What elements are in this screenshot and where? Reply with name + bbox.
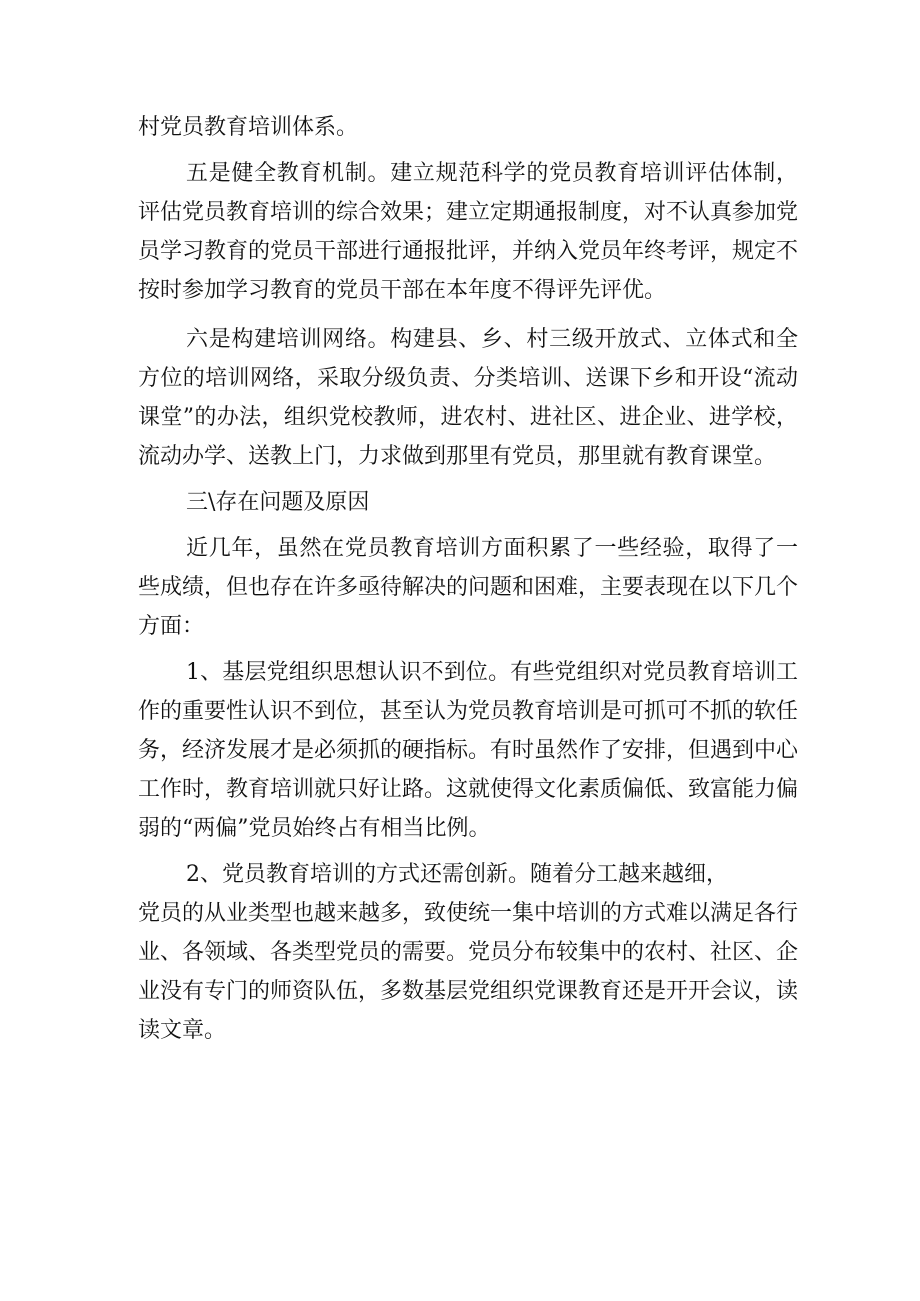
paragraph-point-2: 2、党员教育培训的方式还需创新。随着分工越来越细， <box>186 862 728 887</box>
paragraph-five-education-mechanism: 五是健全教育机制。建立规范科学的党员教育培训评估体制，评估党员教育培训的综合效果；建立定期通报制度，对不认真参加党员学习教育的党员干部进行通报批评，并纳入党员年终考评，规定不按时参加学习教育的党员干部在本年度不得评先评优。 <box>138 161 799 303</box>
paragraph-recent-years: 近几年，虽然在党员教育培训方面积累了一些经验，取得了一些成绩，但也存在许多亟待解决的问题和困难，主要表现在以下几个方面： <box>138 536 799 639</box>
paragraph-point-2-continued: 党员的从业类型也越来越多，致使统一集中培训的方式难以满足各行业、各领域、各类型党员的需要。党员分布较集中的农村、社区、企业没有专门的师资队伍，多数基层党组织党课教育还是开开会议，读读文章。 <box>138 901 799 1043</box>
body-text <box>138 108 798 1050</box>
paragraph-continuation: 村党员教育培训体系。 <box>138 115 359 140</box>
paragraph-six-training-network: 六是构建培训网络。构建县、乡、村三级开放式、立体式和全方位的培训网络，采取分级负责、分类培训、送课下乡和开设“流动课堂”的办法，组织党校教师，进农村、进社区、进企业、进学校，流动办学、送教上门，力求做到那里有党员，那里就有教育课堂。 <box>138 327 798 469</box>
paragraph-point-1: 1、基层党组织思想认识不到位。有些党组织对党员教育培训工作的重要性认识不到位，甚至认为党员教育培训是可抓可不抓的软任务，经济发展才是必须抓的硬指标。有时虽然作了安排，但遇到中心工作时，教育培训就只好让路。这就使得文化素质偏低、致富能力偏弱的“两偏”党员始终占有相当比例。 <box>138 660 799 841</box>
section-heading-problems: 三\存在问题及原因 <box>186 490 370 515</box>
